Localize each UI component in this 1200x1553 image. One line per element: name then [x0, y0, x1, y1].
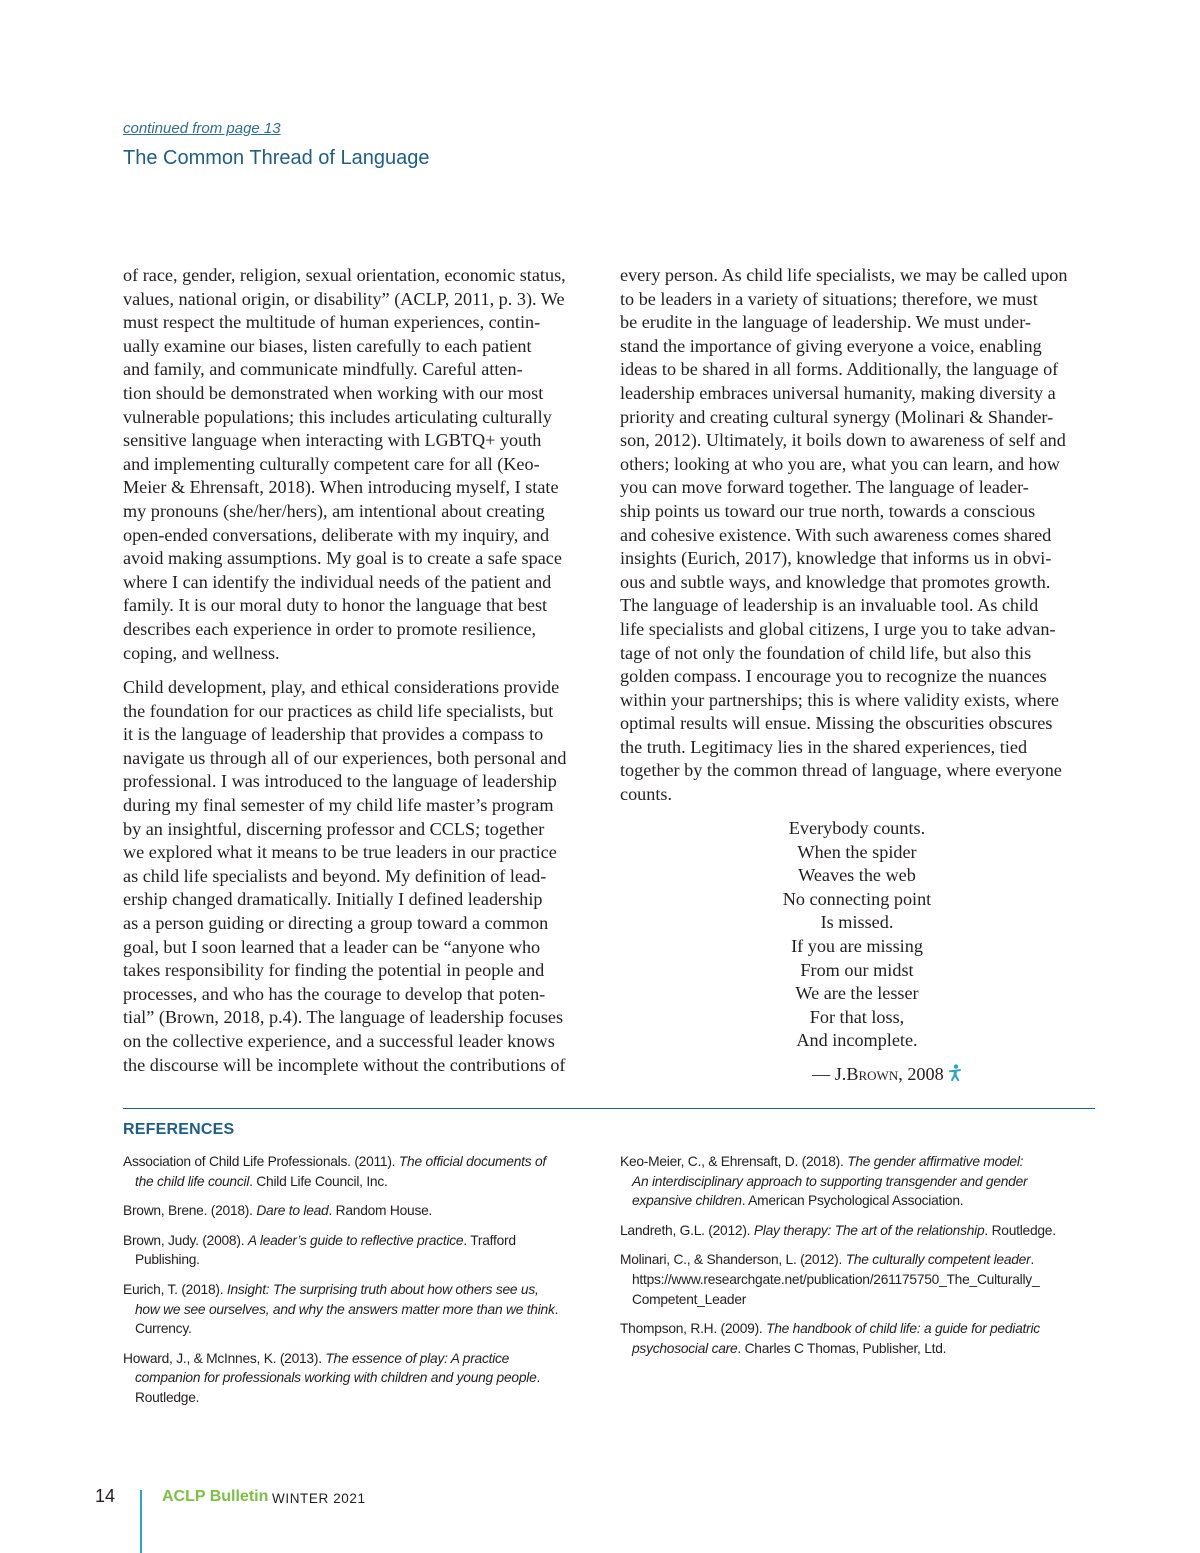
reference-text-segment: . Charles C Thomas, Publisher, Ltd.: [737, 1340, 947, 1356]
body-line: counts.: [620, 784, 673, 805]
reference-line: [123, 1172, 603, 1192]
reference-title-segment: expansive children: [632, 1193, 742, 1209]
poem-line: If you are missing: [791, 935, 923, 956]
reference-title-segment: The official documents of: [398, 1154, 546, 1169]
reference-line: [620, 1172, 1094, 1192]
body-line: Meier & Ehrensaft, 2018). When introducing myself, I state: [123, 477, 559, 498]
body-line: as child life specialists and beyond. My definition of lead-: [123, 865, 547, 886]
reference-title-segment: The culturally competent leader: [845, 1252, 1031, 1268]
body-line: sensitive language when interacting with LGBTQ+ youth: [123, 430, 542, 451]
body-line: of race, gender, religion, sexual orientation, economic status,: [123, 265, 566, 285]
reference-title-segment: Play therapy: The art of the relationship: [753, 1222, 985, 1238]
reference-text-segment: .: [536, 1370, 541, 1386]
reference-line: [620, 1290, 1094, 1310]
poem-line: Weaves the web: [798, 865, 916, 886]
reference-text-segment: Publishing.: [135, 1252, 200, 1268]
body-line: open-ended conversations, deliberate with my inquiry, and: [123, 524, 550, 545]
body-line: ous and subtle ways, and knowledge that promotes growth.: [620, 571, 1051, 592]
body-line: stand the importance of giving everyone a voice, enabling: [620, 335, 1042, 356]
body-line: ership changed dramatically. Initially I defined leadership: [123, 889, 543, 910]
body-line: the truth. Legitimacy lies in the shared experiences, tied: [620, 736, 1028, 757]
reference-entry: [123, 1152, 603, 1191]
body-line: by an insightful, discerning professor and CCLS; together: [123, 818, 545, 839]
body-line: takes responsibility for finding the potential in people and: [123, 960, 545, 981]
body-line: and implementing culturally competent care for all (Keo-: [123, 453, 540, 474]
body-paragraph: [123, 264, 603, 665]
footer-season: WINTER 2021: [272, 1491, 366, 1506]
body-line: avoid making assumptions. My goal is to create a safe space: [123, 548, 562, 569]
body-line: as a person guiding or directing a group toward a common: [123, 913, 549, 934]
reference-line: [620, 1339, 1094, 1359]
body-line: must respect the multitude of human experiences, contin-: [123, 312, 541, 333]
reference-line: [620, 1250, 1094, 1270]
reference-text-segment: . Random House.: [328, 1203, 433, 1219]
body-line: during my final semester of my child life master’s program: [123, 795, 554, 816]
body-line: my pronouns (she/her/hers), am intentional about creating: [123, 500, 545, 521]
reference-entry: [620, 1221, 1094, 1241]
attribution-year: , 2008: [898, 1064, 944, 1084]
reference-title-segment: Insight: The surprising truth about how others see us,: [226, 1281, 539, 1297]
reference-text-segment: .: [554, 1301, 559, 1317]
body-column-right: [620, 264, 1094, 807]
poem: [740, 817, 974, 1053]
reference-title-segment: how we see ourselves, and why the answers matter more than we think: [135, 1301, 555, 1317]
poem-line: For that loss,: [809, 1006, 905, 1027]
reference-title-segment: The handbook of child life: a guide for pediatric: [766, 1321, 1040, 1337]
footer-divider: [140, 1490, 142, 1553]
poem-line: Everybody counts.: [788, 818, 926, 838]
reference-entry: [620, 1152, 1094, 1211]
footer-brand: ACLP Bulletin: [162, 1488, 269, 1505]
reference-text-segment: Howard, J., & McInnes, K. (2013).: [123, 1350, 326, 1366]
body-line: insights (Eurich, 2017), knowledge that informs us in obvi-: [620, 548, 1052, 569]
body-line: navigate us through all of our experiences, both personal and: [123, 747, 567, 768]
reference-entry: [620, 1250, 1094, 1309]
reference-title-segment: Dare to lead: [256, 1203, 329, 1219]
body-line: leadership embraces universal humanity, making diversity a: [620, 382, 1056, 403]
reference-entry: [123, 1201, 603, 1221]
body-line: professional. I was introduced to the language of leadership: [123, 771, 557, 792]
reference-title-segment: An interdisciplinary approach to supporting transgender and gender: [632, 1173, 1028, 1189]
references-column-right: [620, 1152, 1094, 1368]
body-line: to be leaders in a variety of situations; therefore, we must: [620, 288, 1038, 309]
body-line: it is the language of leadership that provides a compass to: [123, 724, 544, 745]
reference-text-segment: https://www.researchgate.net/publication/261175750_The_Culturally_: [632, 1271, 1040, 1287]
page-number: 14: [95, 1486, 116, 1506]
body-line: we explored what it means to be true leaders in our practice: [123, 842, 557, 863]
poem-line: Is missed.: [820, 912, 894, 933]
body-line: on the collective experience, and a successful leader knows: [123, 1031, 555, 1051]
child-figure-icon: [948, 1064, 962, 1087]
reference-line: [123, 1368, 603, 1388]
reference-text-segment: Thompson, R.H. (2009).: [620, 1321, 767, 1337]
reference-entry: [620, 1319, 1094, 1358]
body-line: others; looking at who you are, what you can learn, and how: [620, 453, 1060, 474]
reference-line: [620, 1221, 1094, 1241]
reference-entry: [123, 1231, 603, 1270]
reference-title-segment: The gender affirmative model:: [847, 1154, 1024, 1169]
reference-text-segment: . Routledge.: [984, 1222, 1056, 1238]
body-line: son, 2012). Ultimately, it boils down to awareness of self and: [620, 430, 1066, 451]
reference-line: [123, 1231, 603, 1251]
poem-line: When the spider: [797, 841, 917, 862]
body-line: the foundation for our practices as child life specialists, but: [123, 700, 554, 721]
reference-line: [123, 1152, 603, 1172]
reference-title-segment: psychosocial care: [632, 1340, 738, 1356]
body-line: where I can identify the individual needs of the patient and: [123, 571, 552, 592]
reference-text-segment: Keo-Meier, C., & Ehrensaft, D. (2018).: [620, 1154, 848, 1169]
reference-title-segment: A leader’s guide to reflective practice: [247, 1232, 464, 1248]
body-paragraph: [123, 676, 603, 1077]
reference-text-segment: Landreth, G.L. (2012).: [620, 1222, 754, 1238]
body-line: processes, and who has the courage to develop that poten-: [123, 983, 546, 1004]
reference-text-segment: Competent_Leader: [632, 1291, 747, 1307]
reference-line: [620, 1152, 1094, 1172]
reference-text-segment: Brown, Brene. (2018).: [123, 1203, 257, 1219]
body-line: vulnerable populations; this includes articulating culturally: [123, 406, 552, 427]
reference-entry: [123, 1280, 603, 1339]
body-line: life specialists and global citizens, I urge you to take advan-: [620, 618, 1056, 639]
references-column-left: [123, 1152, 603, 1418]
body-line: golden compass. I encourage you to recognize the nuances: [620, 666, 1047, 687]
poem-line: We are the lesser: [795, 983, 919, 1004]
body-line: ideas to be shared in all forms. Additionally, the language of: [620, 359, 1059, 380]
body-line: you can move forward together. The language of leader-: [620, 477, 1029, 498]
body-line: describes each experience in order to promote resilience,: [123, 618, 537, 639]
body-column-left: [123, 264, 603, 1077]
body-line: the discourse will be incomplete without the contributions of: [123, 1054, 566, 1075]
reference-text-segment: Routledge.: [135, 1389, 200, 1405]
article-title: The Common Thread of Language: [123, 147, 430, 169]
body-line: tion should be demonstrated when working with our most: [123, 382, 544, 403]
reference-title-segment: The essence of play: A practice: [325, 1350, 510, 1366]
poem-attribution: [812, 1064, 962, 1087]
body-line: within your partnerships; this is where validity exists, where: [620, 689, 1059, 710]
reference-line: [123, 1280, 603, 1300]
reference-line: [620, 1191, 1094, 1211]
body-line: coping, and wellness.: [123, 642, 280, 663]
reference-line: [123, 1201, 603, 1221]
reference-line: [620, 1319, 1094, 1339]
reference-line: [123, 1319, 603, 1339]
reference-line: [123, 1388, 603, 1408]
reference-title-segment: companion for professionals working with children and young people: [135, 1370, 537, 1386]
reference-line: [123, 1250, 603, 1270]
reference-line: [123, 1300, 603, 1320]
references-heading: REFERENCES: [123, 1121, 235, 1138]
continued-from-link[interactable]: continued from page 13: [123, 120, 281, 137]
body-line: priority and creating cultural synergy (Molinari & Shander-: [620, 406, 1054, 427]
body-line: ship points us toward our true north, towards a conscious: [620, 500, 1036, 521]
body-line: and cohesive existence. With such awareness comes shared: [620, 524, 1052, 545]
reference-line: [123, 1349, 603, 1369]
reference-entry: [123, 1349, 603, 1408]
body-line: Child development, play, and ethical considerations provide: [123, 677, 560, 698]
reference-text-segment: . Trafford: [463, 1232, 516, 1248]
reference-text-segment: .: [1030, 1252, 1035, 1268]
poem-line: From our midst: [800, 959, 914, 980]
body-line: together by the common thread of language, where everyone: [620, 760, 1062, 781]
reference-text-segment: Currency.: [135, 1321, 192, 1337]
reference-text-segment: . American Psychological Association.: [741, 1193, 964, 1209]
body-line: and family, and communicate mindfully. Careful atten-: [123, 359, 523, 380]
reference-text-segment: Molinari, C., & Shanderson, L. (2012).: [620, 1252, 846, 1268]
body-paragraph: [620, 264, 1094, 807]
poem-line: And incomplete.: [796, 1030, 918, 1051]
body-line: family. It is our moral duty to honor the language that best: [123, 595, 548, 616]
body-line: optimal results will ensue. Missing the obscurities obscures: [620, 713, 1053, 734]
body-line: The language of leadership is an invaluable tool. As child: [620, 595, 1039, 616]
body-line: values, national origin, or disability” (ACLP, 2011, p. 3). We: [123, 288, 565, 309]
reference-line: [620, 1270, 1094, 1290]
attribution-name: Brown: [846, 1064, 899, 1084]
body-line: goal, but I soon learned that a leader can be “anyone who: [123, 936, 541, 957]
references-divider: [123, 1108, 1095, 1109]
body-line: ually examine our biases, listen carefully to each patient: [123, 335, 532, 356]
reference-text-segment: Eurich, T. (2018).: [123, 1281, 227, 1297]
reference-text-segment: . Child Life Council, Inc.: [249, 1173, 388, 1189]
body-line: every person. As child life specialists, we may be called upon: [620, 265, 1068, 285]
body-line: tage of not only the foundation of child life, but also this: [620, 642, 1032, 663]
attribution-dash: — J.: [812, 1064, 847, 1084]
reference-text-segment: Association of Child Life Professionals. (2011).: [123, 1154, 399, 1169]
body-line: tial” (Brown, 2018, p.4). The language of leadership focuses: [123, 1007, 564, 1028]
reference-title-segment: the child life council: [135, 1173, 250, 1189]
body-line: be erudite in the language of leadership. We must under-: [620, 312, 1031, 333]
reference-text-segment: Brown, Judy. (2008).: [123, 1232, 248, 1248]
poem-line: No connecting point: [782, 888, 932, 909]
